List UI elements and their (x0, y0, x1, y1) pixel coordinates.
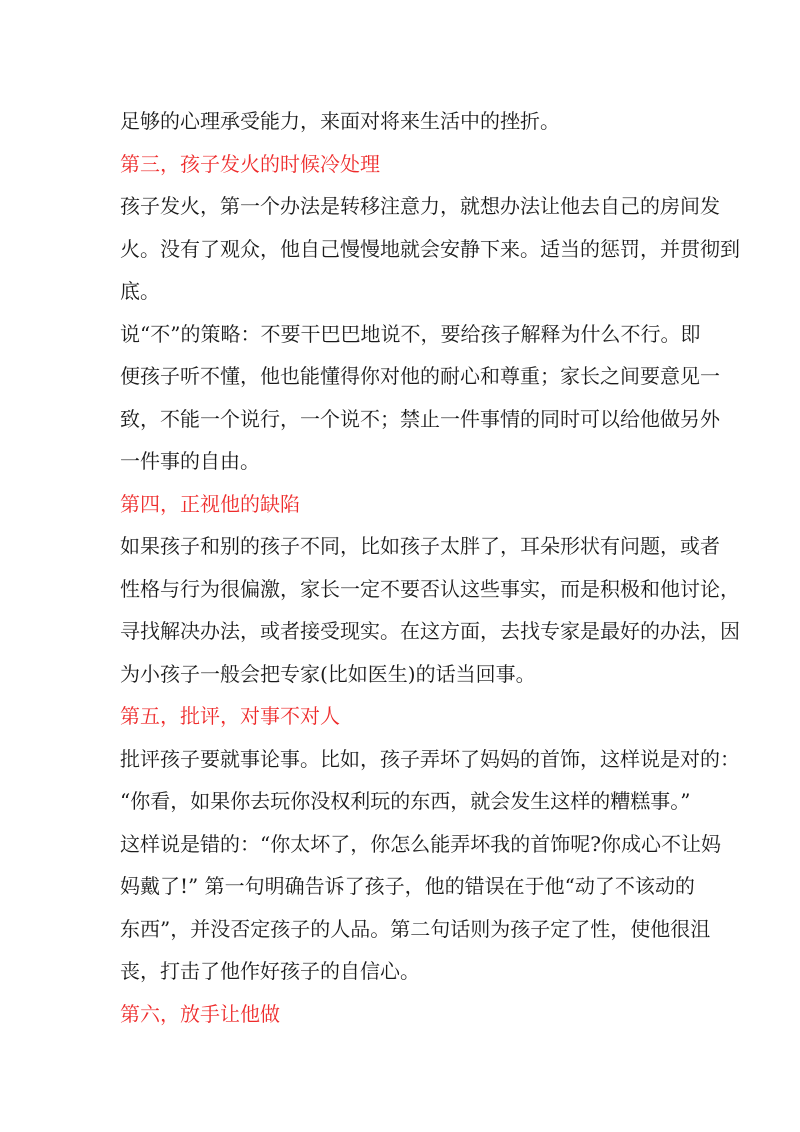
text-line: 足够的心理承受能力，来面对将来生活中的挫折。 (120, 109, 560, 133)
section-heading-6 (120, 993, 685, 1036)
text-line: 说“不”的策略：不要干巴巴地说不，要给孩子解释为什么不行。即 (120, 321, 701, 346)
paragraph-criticism (120, 738, 740, 993)
paragraph-saying-no (120, 313, 720, 483)
section-heading-4 (120, 483, 685, 526)
paragraph-frustration-end (120, 100, 685, 143)
text-line: 丧，打击了他作好孩子的自信心。 (120, 959, 420, 983)
text-line: 一件事的自由。 (120, 449, 260, 473)
text-line: 东西”，并没否定孩子的人品。第二句话则为孩子定了性，使他很沮 (120, 916, 711, 941)
text-line: 火。没有了观众，他自己慢慢地就会安静下来。适当的惩罚，并贯彻到 (120, 236, 740, 261)
text-line: “你看，如果你去玩你没权利玩的东西，就会发生这样的糟糕事。” (120, 789, 691, 813)
section-heading-3 (120, 143, 685, 186)
text-line: 批评孩子要就事论事。比如，孩子弄坏了妈妈的首饰，这样说是对的： (120, 746, 740, 771)
text-line: 孩子发火，第一个办法是转移注意力，就想办法让他去自己的房间发 (120, 194, 720, 218)
text-line: 妈戴了!” 第一句明确告诉了孩子，他的错误在于他“动了不该动的 (120, 874, 695, 898)
heading-text: 第五，批评，对事不对人 (120, 704, 340, 728)
heading-text: 第六，放手让他做 (120, 1001, 280, 1026)
text-line: 寻找解决办法，或者接受现实。在这方面，去找专家是最好的办法，因 (120, 619, 740, 643)
text-line: 这样说是错的：“你太坏了，你怎么能弄坏我的首饰呢?你成心不让妈 (120, 831, 721, 856)
text-line: 性格与行为很偏激，家长一定不要否认这些事实，而是积极和他讨论， (120, 576, 740, 601)
text-line: 为小孩子一般会把专家(比如医生)的话当回事。 (120, 661, 536, 686)
document-body (120, 100, 740, 1035)
heading-text: 第四，正视他的缺陷 (120, 491, 300, 516)
paragraph-defects (120, 525, 740, 695)
heading-text: 第三，孩子发火的时候冷处理 (120, 151, 380, 176)
paragraph-tantrum (120, 185, 740, 313)
text-line: 底。 (120, 279, 160, 303)
section-heading-5 (120, 695, 685, 738)
text-line: 便孩子听不懂，他也能懂得你对他的耐心和尊重；家长之间要意见一 (120, 364, 720, 388)
text-line: 如果孩子和别的孩子不同，比如孩子太胖了，耳朵形状有问题，或者 (120, 534, 720, 558)
text-line: 致，不能一个说行，一个说不；禁止一件事情的同时可以给他做另外 (120, 406, 720, 431)
